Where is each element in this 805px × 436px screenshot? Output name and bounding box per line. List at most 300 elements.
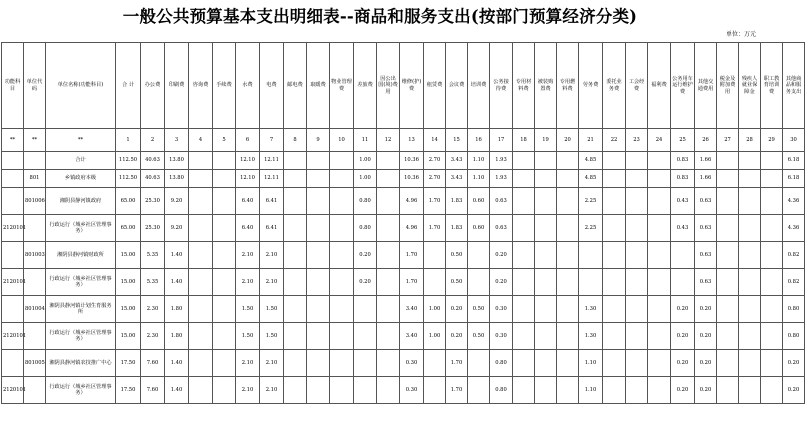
table-cell <box>307 152 330 170</box>
table-cell: 1.00 <box>424 296 446 323</box>
index-cell: 1 <box>116 129 141 152</box>
unit-code-cell <box>24 323 46 350</box>
table-cell <box>626 188 648 215</box>
unit-name-cell: 湘阴县静河镇政府 <box>46 188 116 215</box>
table-cell <box>213 377 236 404</box>
table-cell <box>307 188 330 215</box>
table-cell <box>284 350 307 377</box>
column-header: 残疾人就业保障金 <box>739 43 761 129</box>
unit-name-cell: 合计 <box>46 152 116 170</box>
table-cell <box>468 242 490 269</box>
table-cell <box>761 323 783 350</box>
unit-name-cell: 行政运行（城乡社区管理事务） <box>46 377 116 404</box>
table-cell <box>603 269 626 296</box>
table-cell <box>189 170 213 188</box>
table-cell: 9.20 <box>165 188 189 215</box>
table-cell <box>330 170 354 188</box>
index-cell: 12 <box>377 129 400 152</box>
table-row <box>2 350 805 377</box>
table-cell: 5.35 <box>141 242 165 269</box>
index-cell: 7 <box>260 129 284 152</box>
table-cell <box>377 152 400 170</box>
table-cell <box>648 215 671 242</box>
table-cell <box>535 170 557 188</box>
table-cell <box>626 152 648 170</box>
table-cell: 1.40 <box>165 242 189 269</box>
table-cell: 3.40 <box>400 323 424 350</box>
table-cell <box>626 242 648 269</box>
table-cell <box>213 269 236 296</box>
table-cell: 0.20 <box>490 242 513 269</box>
index-cell: 26 <box>695 129 717 152</box>
table-cell: 15.00 <box>116 296 141 323</box>
table-cell <box>535 188 557 215</box>
index-cell: 24 <box>648 129 671 152</box>
table-cell <box>717 269 739 296</box>
table-row <box>2 269 805 296</box>
page-title: 一般公共预算基本支出明细表--商品和服务支出(按部门预算经济分类) <box>122 7 638 26</box>
function-code-cell <box>2 350 24 377</box>
table-cell: 0.60 <box>468 215 490 242</box>
table-cell <box>739 323 761 350</box>
column-header: 租赁费 <box>424 43 446 129</box>
table-cell: 1.93 <box>490 152 513 170</box>
table-cell <box>330 242 354 269</box>
index-cell: 3 <box>165 129 189 152</box>
unit-code-cell: 801003 <box>24 242 46 269</box>
table-cell <box>717 152 739 170</box>
table-cell <box>535 323 557 350</box>
table-cell: 17.50 <box>116 377 141 404</box>
column-header: 其他商品和服务支出 <box>783 43 805 129</box>
table-cell: 0.80 <box>490 350 513 377</box>
table-cell: 0.20 <box>695 377 717 404</box>
table-cell: 1.70 <box>424 188 446 215</box>
table-cell: 3.40 <box>400 296 424 323</box>
column-header: 邮电费 <box>284 43 307 129</box>
table-cell <box>535 350 557 377</box>
index-cell: 30 <box>783 129 805 152</box>
table-cell <box>535 296 557 323</box>
table-cell: 4.36 <box>783 188 805 215</box>
table-cell <box>739 188 761 215</box>
table-cell <box>626 296 648 323</box>
table-cell <box>557 296 579 323</box>
table-cell <box>513 323 535 350</box>
index-cell: 29 <box>761 129 783 152</box>
table-cell: 2.10 <box>236 377 260 404</box>
function-code-cell <box>2 152 24 170</box>
table-cell: 1.70 <box>446 350 468 377</box>
table-cell: 1.83 <box>446 215 468 242</box>
table-cell <box>330 215 354 242</box>
table-cell: 6.18 <box>783 152 805 170</box>
table-cell <box>189 377 213 404</box>
column-header: 办公费 <box>141 43 165 129</box>
index-cell: 19 <box>535 129 557 152</box>
table-cell: 0.20 <box>671 350 695 377</box>
table-cell: 4.36 <box>783 215 805 242</box>
column-header: 电费 <box>260 43 284 129</box>
table-cell: 0.20 <box>783 377 805 404</box>
table-cell <box>284 242 307 269</box>
table-cell: 0.63 <box>695 242 717 269</box>
function-code-cell: 2120101 <box>2 377 24 404</box>
unit-code-cell: 801006 <box>24 188 46 215</box>
index-cell: 18 <box>513 129 535 152</box>
table-cell <box>557 215 579 242</box>
unit-name-cell: 乡镇政府本级 <box>46 170 116 188</box>
index-cell: 25 <box>671 129 695 152</box>
table-cell: 25.30 <box>141 188 165 215</box>
table-cell <box>626 377 648 404</box>
table-cell <box>284 269 307 296</box>
table-cell: 1.50 <box>236 323 260 350</box>
index-cell: 4 <box>189 129 213 152</box>
table-cell <box>513 242 535 269</box>
table-cell: 0.20 <box>671 323 695 350</box>
table-cell: 15.00 <box>116 269 141 296</box>
function-code-cell: 2120101 <box>2 269 24 296</box>
table-cell <box>648 242 671 269</box>
table-cell <box>648 296 671 323</box>
unit-name-cell: 行政运行（城乡社区管理事务） <box>46 215 116 242</box>
table-cell <box>284 188 307 215</box>
table-cell <box>468 269 490 296</box>
table-cell <box>513 152 535 170</box>
table-cell <box>648 377 671 404</box>
table-cell <box>535 152 557 170</box>
index-cell: 8 <box>284 129 307 152</box>
table-cell <box>284 152 307 170</box>
table-cell: 112.50 <box>116 170 141 188</box>
table-cell <box>189 242 213 269</box>
table-cell: 2.70 <box>424 152 446 170</box>
table-cell: 1.30 <box>579 323 603 350</box>
function-code-cell: 2120101 <box>2 323 24 350</box>
function-code-cell: 2120101 <box>2 215 24 242</box>
table-cell <box>671 242 695 269</box>
table-cell <box>626 215 648 242</box>
table-cell <box>761 188 783 215</box>
table-cell <box>603 215 626 242</box>
table-cell: 2.30 <box>141 296 165 323</box>
table-cell: 2.10 <box>260 350 284 377</box>
table-row <box>2 152 805 170</box>
table-cell: 6.41 <box>260 188 284 215</box>
table-cell: 1.66 <box>695 152 717 170</box>
table-cell: 1.83 <box>446 188 468 215</box>
table-cell <box>377 323 400 350</box>
column-header: 印刷费 <box>165 43 189 129</box>
table-cell: 0.50 <box>468 296 490 323</box>
column-header: 单位名称(功能科目) <box>46 43 116 129</box>
unit-code-cell: 801005 <box>24 350 46 377</box>
unit-code-cell <box>24 152 46 170</box>
table-cell <box>189 152 213 170</box>
table-cell <box>761 215 783 242</box>
table-cell <box>739 152 761 170</box>
table-cell <box>307 323 330 350</box>
index-cell: 11 <box>354 129 377 152</box>
table-cell <box>557 188 579 215</box>
table-cell: 4.96 <box>400 188 424 215</box>
column-header: 因公出国(境)费用 <box>377 43 400 129</box>
unit-name-cell: 行政运行（城乡社区管理事务） <box>46 323 116 350</box>
column-header: 培训费 <box>468 43 490 129</box>
table-cell <box>213 296 236 323</box>
table-cell <box>739 296 761 323</box>
table-cell <box>377 188 400 215</box>
table-cell: 0.80 <box>783 296 805 323</box>
function-code-cell <box>2 296 24 323</box>
table-cell <box>739 350 761 377</box>
table-cell <box>557 377 579 404</box>
table-cell: 0.50 <box>446 269 468 296</box>
index-cell: 27 <box>717 129 739 152</box>
table-cell <box>377 377 400 404</box>
index-cell: ** <box>24 129 46 152</box>
table-cell <box>468 377 490 404</box>
table-cell: 0.50 <box>446 242 468 269</box>
column-header: 公务用车运行维护费 <box>671 43 695 129</box>
column-header: 水费 <box>236 43 260 129</box>
table-cell: 0.50 <box>468 323 490 350</box>
table-cell: 0.43 <box>671 188 695 215</box>
table-cell <box>284 170 307 188</box>
table-cell <box>330 350 354 377</box>
table-cell: 2.10 <box>260 269 284 296</box>
table-cell <box>557 269 579 296</box>
table-cell: 6.41 <box>260 215 284 242</box>
table-cell <box>671 269 695 296</box>
table-cell <box>739 377 761 404</box>
table-cell: 10.36 <box>400 152 424 170</box>
table-cell: 4.85 <box>579 152 603 170</box>
table-cell <box>284 377 307 404</box>
expenditure-table <box>1 42 805 404</box>
table-cell: 2.10 <box>260 242 284 269</box>
table-cell: 0.20 <box>671 377 695 404</box>
table-cell: 1.50 <box>260 323 284 350</box>
table-cell <box>307 296 330 323</box>
table-cell: 1.70 <box>446 377 468 404</box>
table-cell <box>424 350 446 377</box>
table-cell <box>626 269 648 296</box>
table-cell: 0.20 <box>671 296 695 323</box>
table-cell <box>603 350 626 377</box>
table-cell: 0.82 <box>783 269 805 296</box>
index-cell: ** <box>2 129 24 152</box>
table-cell <box>307 170 330 188</box>
table-cell <box>330 188 354 215</box>
function-code-cell <box>2 170 24 188</box>
column-header: 会议费 <box>446 43 468 129</box>
table-cell <box>739 170 761 188</box>
table-cell: 0.20 <box>783 350 805 377</box>
table-cell <box>648 323 671 350</box>
table-cell <box>513 296 535 323</box>
column-header: 委托业务费 <box>603 43 626 129</box>
column-header: 单位代码 <box>24 43 46 129</box>
index-cell: 14 <box>424 129 446 152</box>
table-cell <box>189 350 213 377</box>
table-cell <box>626 350 648 377</box>
table-cell <box>626 323 648 350</box>
table-cell: 15.00 <box>116 242 141 269</box>
table-cell <box>603 152 626 170</box>
table-cell <box>424 377 446 404</box>
table-cell <box>213 188 236 215</box>
table-cell: 0.80 <box>354 188 377 215</box>
index-cell: 15 <box>446 129 468 152</box>
table-cell <box>717 296 739 323</box>
table-cell <box>284 215 307 242</box>
table-cell: 0.20 <box>695 323 717 350</box>
table-cell: 0.30 <box>490 296 513 323</box>
table-cell: 6.18 <box>783 170 805 188</box>
table-cell <box>424 242 446 269</box>
unit-code-cell <box>24 377 46 404</box>
index-cell: 17 <box>490 129 513 152</box>
table-cell: 1.70 <box>400 242 424 269</box>
table-cell: 17.50 <box>116 350 141 377</box>
table-cell: 1.70 <box>424 215 446 242</box>
table-cell: 2.10 <box>236 242 260 269</box>
table-cell <box>739 242 761 269</box>
table-cell <box>648 350 671 377</box>
table-cell: 12.10 <box>236 170 260 188</box>
column-header: 职工教育培训费 <box>761 43 783 129</box>
table-cell <box>761 242 783 269</box>
table-cell <box>603 323 626 350</box>
table-cell: 0.60 <box>468 188 490 215</box>
table-cell: 1.10 <box>468 170 490 188</box>
table-cell <box>354 377 377 404</box>
table-cell: 0.83 <box>671 152 695 170</box>
table-cell <box>468 350 490 377</box>
table-cell: 12.10 <box>236 152 260 170</box>
column-header: 物业管理费 <box>330 43 354 129</box>
table-cell <box>717 350 739 377</box>
table-cell <box>535 242 557 269</box>
table-cell: 0.80 <box>783 323 805 350</box>
table-cell <box>761 152 783 170</box>
table-cell: 0.30 <box>400 350 424 377</box>
table-cell: 0.30 <box>400 377 424 404</box>
table-cell: 15.00 <box>116 323 141 350</box>
table-cell <box>377 215 400 242</box>
index-cell: 9 <box>307 129 330 152</box>
table-cell: 0.63 <box>695 269 717 296</box>
column-header: 合 计 <box>116 43 141 129</box>
table-cell: 112.50 <box>116 152 141 170</box>
unit-code-cell <box>24 215 46 242</box>
table-cell: 2.30 <box>141 323 165 350</box>
table-cell: 0.80 <box>490 377 513 404</box>
column-header: 税金及附加费用 <box>717 43 739 129</box>
table-cell: 1.30 <box>579 296 603 323</box>
table-cell: 0.20 <box>490 269 513 296</box>
table-cell: 4.96 <box>400 215 424 242</box>
table-cell <box>377 242 400 269</box>
table-cell <box>761 350 783 377</box>
table-cell <box>535 215 557 242</box>
table-cell: 2.70 <box>424 170 446 188</box>
table-cell <box>761 296 783 323</box>
column-header: 劳务费 <box>579 43 603 129</box>
function-code-cell <box>2 188 24 215</box>
header-row <box>2 43 805 129</box>
column-header: 手续费 <box>213 43 236 129</box>
unit-label: 单位：万元 <box>725 31 756 38</box>
table-cell <box>377 350 400 377</box>
table-cell: 40.63 <box>141 170 165 188</box>
table-cell: 0.63 <box>695 215 717 242</box>
table-cell: 3.43 <box>446 152 468 170</box>
table-cell <box>189 188 213 215</box>
table-cell <box>513 188 535 215</box>
table-cell <box>513 269 535 296</box>
table-cell: 0.83 <box>671 170 695 188</box>
table-row <box>2 323 805 350</box>
column-header: 福利费 <box>648 43 671 129</box>
table-cell <box>307 350 330 377</box>
table-cell <box>330 152 354 170</box>
table-cell <box>557 242 579 269</box>
table-cell <box>213 152 236 170</box>
index-cell: 28 <box>739 129 761 152</box>
table-cell <box>761 377 783 404</box>
table-cell <box>557 170 579 188</box>
table-cell <box>739 215 761 242</box>
column-header: 其他交通费用 <box>695 43 717 129</box>
table-cell: 9.20 <box>165 215 189 242</box>
column-header: 取暖费 <box>307 43 330 129</box>
table-cell <box>739 269 761 296</box>
table-cell: 1.70 <box>400 269 424 296</box>
table-cell <box>717 215 739 242</box>
table-cell <box>717 323 739 350</box>
table-cell <box>330 296 354 323</box>
function-code-cell <box>2 242 24 269</box>
table-cell <box>717 242 739 269</box>
table-cell: 7.60 <box>141 377 165 404</box>
table-cell: 1.40 <box>165 350 189 377</box>
table-cell: 1.00 <box>354 152 377 170</box>
table-row <box>2 296 805 323</box>
table-cell <box>189 269 213 296</box>
table-cell: 0.20 <box>446 323 468 350</box>
table-row <box>2 170 805 188</box>
table-row <box>2 188 805 215</box>
table-cell <box>354 323 377 350</box>
table-cell: 2.25 <box>579 188 603 215</box>
table-cell: 7.60 <box>141 350 165 377</box>
table-cell: 0.43 <box>671 215 695 242</box>
unit-name-cell: 湘阴县静河镇农技推广中心 <box>46 350 116 377</box>
table-cell: 1.50 <box>236 296 260 323</box>
table-cell <box>557 350 579 377</box>
table-cell <box>761 269 783 296</box>
table-cell <box>213 350 236 377</box>
table-cell <box>377 170 400 188</box>
table-cell <box>513 350 535 377</box>
table-cell: 1.66 <box>695 170 717 188</box>
table-cell: 1.10 <box>468 152 490 170</box>
table-cell <box>603 170 626 188</box>
unit-code-cell: 801 <box>24 170 46 188</box>
